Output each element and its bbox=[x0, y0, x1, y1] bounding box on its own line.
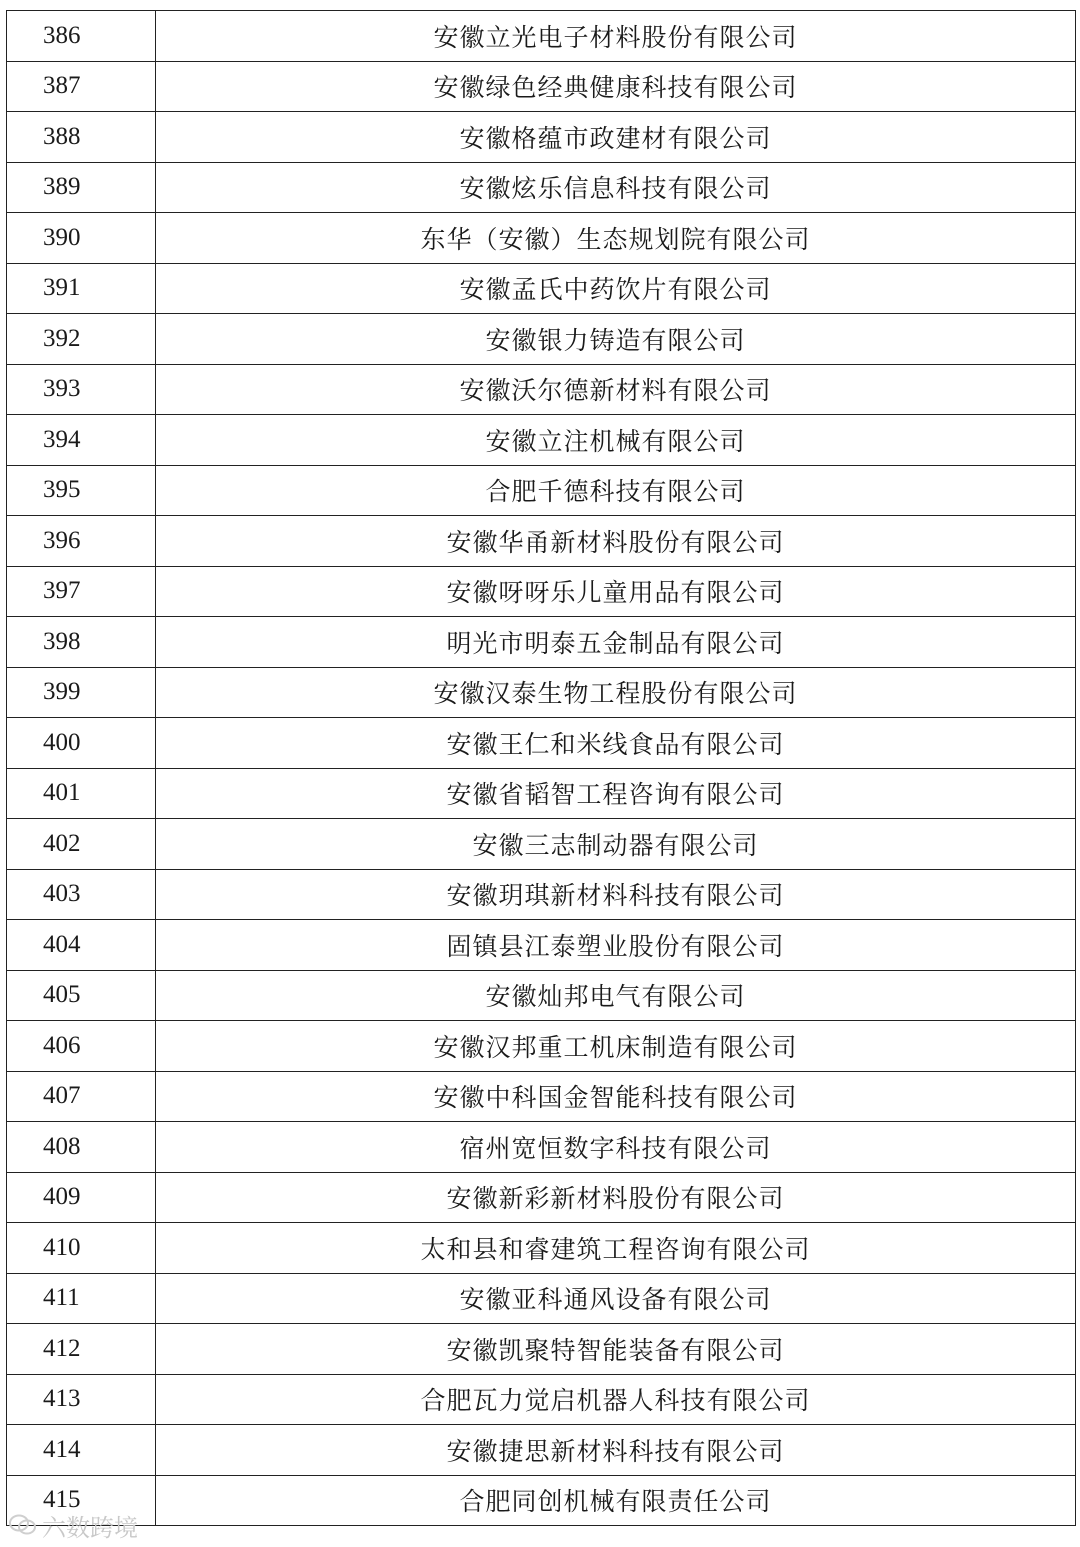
company-name: 安徽玥琪新材料科技有限公司 bbox=[156, 869, 1076, 920]
company-name: 固镇县江泰塑业股份有限公司 bbox=[156, 920, 1076, 971]
row-number: 387 bbox=[7, 61, 156, 112]
table-row bbox=[7, 465, 1076, 516]
table-row bbox=[7, 667, 1076, 718]
table-row bbox=[7, 1223, 1076, 1274]
row-number: 403 bbox=[7, 869, 156, 920]
table-row bbox=[7, 1273, 1076, 1324]
company-name: 合肥瓦力觉启机器人科技有限公司 bbox=[156, 1374, 1076, 1425]
row-number: 410 bbox=[7, 1223, 156, 1274]
table-row bbox=[7, 162, 1076, 213]
row-number: 392 bbox=[7, 314, 156, 365]
row-number: 415 bbox=[7, 1475, 156, 1526]
company-name: 安徽中科国金智能科技有限公司 bbox=[156, 1071, 1076, 1122]
company-name: 安徽炫乐信息科技有限公司 bbox=[156, 162, 1076, 213]
watermark-text: 六数跨境 bbox=[42, 1513, 138, 1542]
row-number: 398 bbox=[7, 617, 156, 668]
company-name: 安徽捷思新材料科技有限公司 bbox=[156, 1425, 1076, 1476]
table-row bbox=[7, 1374, 1076, 1425]
row-number: 397 bbox=[7, 566, 156, 617]
row-number: 409 bbox=[7, 1172, 156, 1223]
company-name: 安徽汉泰生物工程股份有限公司 bbox=[156, 667, 1076, 718]
table-row bbox=[7, 263, 1076, 314]
company-name: 安徽立注机械有限公司 bbox=[156, 415, 1076, 466]
company-name: 安徽银力铸造有限公司 bbox=[156, 314, 1076, 365]
table-row bbox=[7, 617, 1076, 668]
table-row bbox=[7, 314, 1076, 365]
row-number: 386 bbox=[7, 11, 156, 62]
row-number: 404 bbox=[7, 920, 156, 971]
company-name: 安徽格蕴市政建材有限公司 bbox=[156, 112, 1076, 163]
row-number: 400 bbox=[7, 718, 156, 769]
table-row bbox=[7, 819, 1076, 870]
table-row bbox=[7, 566, 1076, 617]
table-row bbox=[7, 61, 1076, 112]
company-list-table bbox=[6, 10, 1076, 1526]
table-row bbox=[7, 1021, 1076, 1072]
table-row bbox=[7, 970, 1076, 1021]
table-row bbox=[7, 920, 1076, 971]
company-name: 安徽灿邦电气有限公司 bbox=[156, 970, 1076, 1021]
row-number: 407 bbox=[7, 1071, 156, 1122]
row-number: 391 bbox=[7, 263, 156, 314]
company-name: 安徽亚科通风设备有限公司 bbox=[156, 1273, 1076, 1324]
company-name: 宿州宽恒数字科技有限公司 bbox=[156, 1122, 1076, 1173]
company-name: 安徽汉邦重工机床制造有限公司 bbox=[156, 1021, 1076, 1072]
company-name: 安徽呀呀乐儿童用品有限公司 bbox=[156, 566, 1076, 617]
table-row bbox=[7, 415, 1076, 466]
row-number: 389 bbox=[7, 162, 156, 213]
company-name: 安徽三志制动器有限公司 bbox=[156, 819, 1076, 870]
table-row bbox=[7, 1475, 1076, 1526]
row-number: 399 bbox=[7, 667, 156, 718]
table-row bbox=[7, 112, 1076, 163]
table-row bbox=[7, 516, 1076, 567]
table-row bbox=[7, 213, 1076, 264]
table-row bbox=[7, 869, 1076, 920]
company-name: 东华（安徽）生态规划院有限公司 bbox=[156, 213, 1076, 264]
row-number: 412 bbox=[7, 1324, 156, 1375]
row-number: 408 bbox=[7, 1122, 156, 1173]
row-number: 395 bbox=[7, 465, 156, 516]
row-number: 406 bbox=[7, 1021, 156, 1072]
row-number: 413 bbox=[7, 1374, 156, 1425]
company-name: 太和县和睿建筑工程咨询有限公司 bbox=[156, 1223, 1076, 1274]
row-number: 388 bbox=[7, 112, 156, 163]
row-number: 402 bbox=[7, 819, 156, 870]
company-name: 明光市明泰五金制品有限公司 bbox=[156, 617, 1076, 668]
row-number: 393 bbox=[7, 364, 156, 415]
table-row bbox=[7, 1172, 1076, 1223]
table-row bbox=[7, 1324, 1076, 1375]
table-row bbox=[7, 364, 1076, 415]
row-number: 414 bbox=[7, 1425, 156, 1476]
company-name: 安徽华甬新材料股份有限公司 bbox=[156, 516, 1076, 567]
company-name: 安徽凯聚特智能装备有限公司 bbox=[156, 1324, 1076, 1375]
company-name: 合肥同创机械有限责任公司 bbox=[156, 1475, 1076, 1526]
table-row bbox=[7, 11, 1076, 62]
row-number: 411 bbox=[7, 1273, 156, 1324]
company-list-table-container bbox=[6, 10, 1076, 1526]
row-number: 390 bbox=[7, 213, 156, 264]
table-row bbox=[7, 768, 1076, 819]
table-row bbox=[7, 718, 1076, 769]
row-number: 394 bbox=[7, 415, 156, 466]
company-name: 安徽绿色经典健康科技有限公司 bbox=[156, 61, 1076, 112]
row-number: 396 bbox=[7, 516, 156, 567]
company-name: 安徽省韬智工程咨询有限公司 bbox=[156, 768, 1076, 819]
company-name: 安徽王仁和米线食品有限公司 bbox=[156, 718, 1076, 769]
table-row bbox=[7, 1071, 1076, 1122]
table-row bbox=[7, 1425, 1076, 1476]
row-number: 405 bbox=[7, 970, 156, 1021]
row-number: 401 bbox=[7, 768, 156, 819]
table-row bbox=[7, 1122, 1076, 1173]
company-name: 安徽新彩新材料股份有限公司 bbox=[156, 1172, 1076, 1223]
company-name: 合肥千德科技有限公司 bbox=[156, 465, 1076, 516]
company-name: 安徽沃尔德新材料有限公司 bbox=[156, 364, 1076, 415]
table-body bbox=[7, 11, 1076, 1526]
company-name: 安徽孟氏中药饮片有限公司 bbox=[156, 263, 1076, 314]
company-name: 安徽立光电子材料股份有限公司 bbox=[156, 11, 1076, 62]
